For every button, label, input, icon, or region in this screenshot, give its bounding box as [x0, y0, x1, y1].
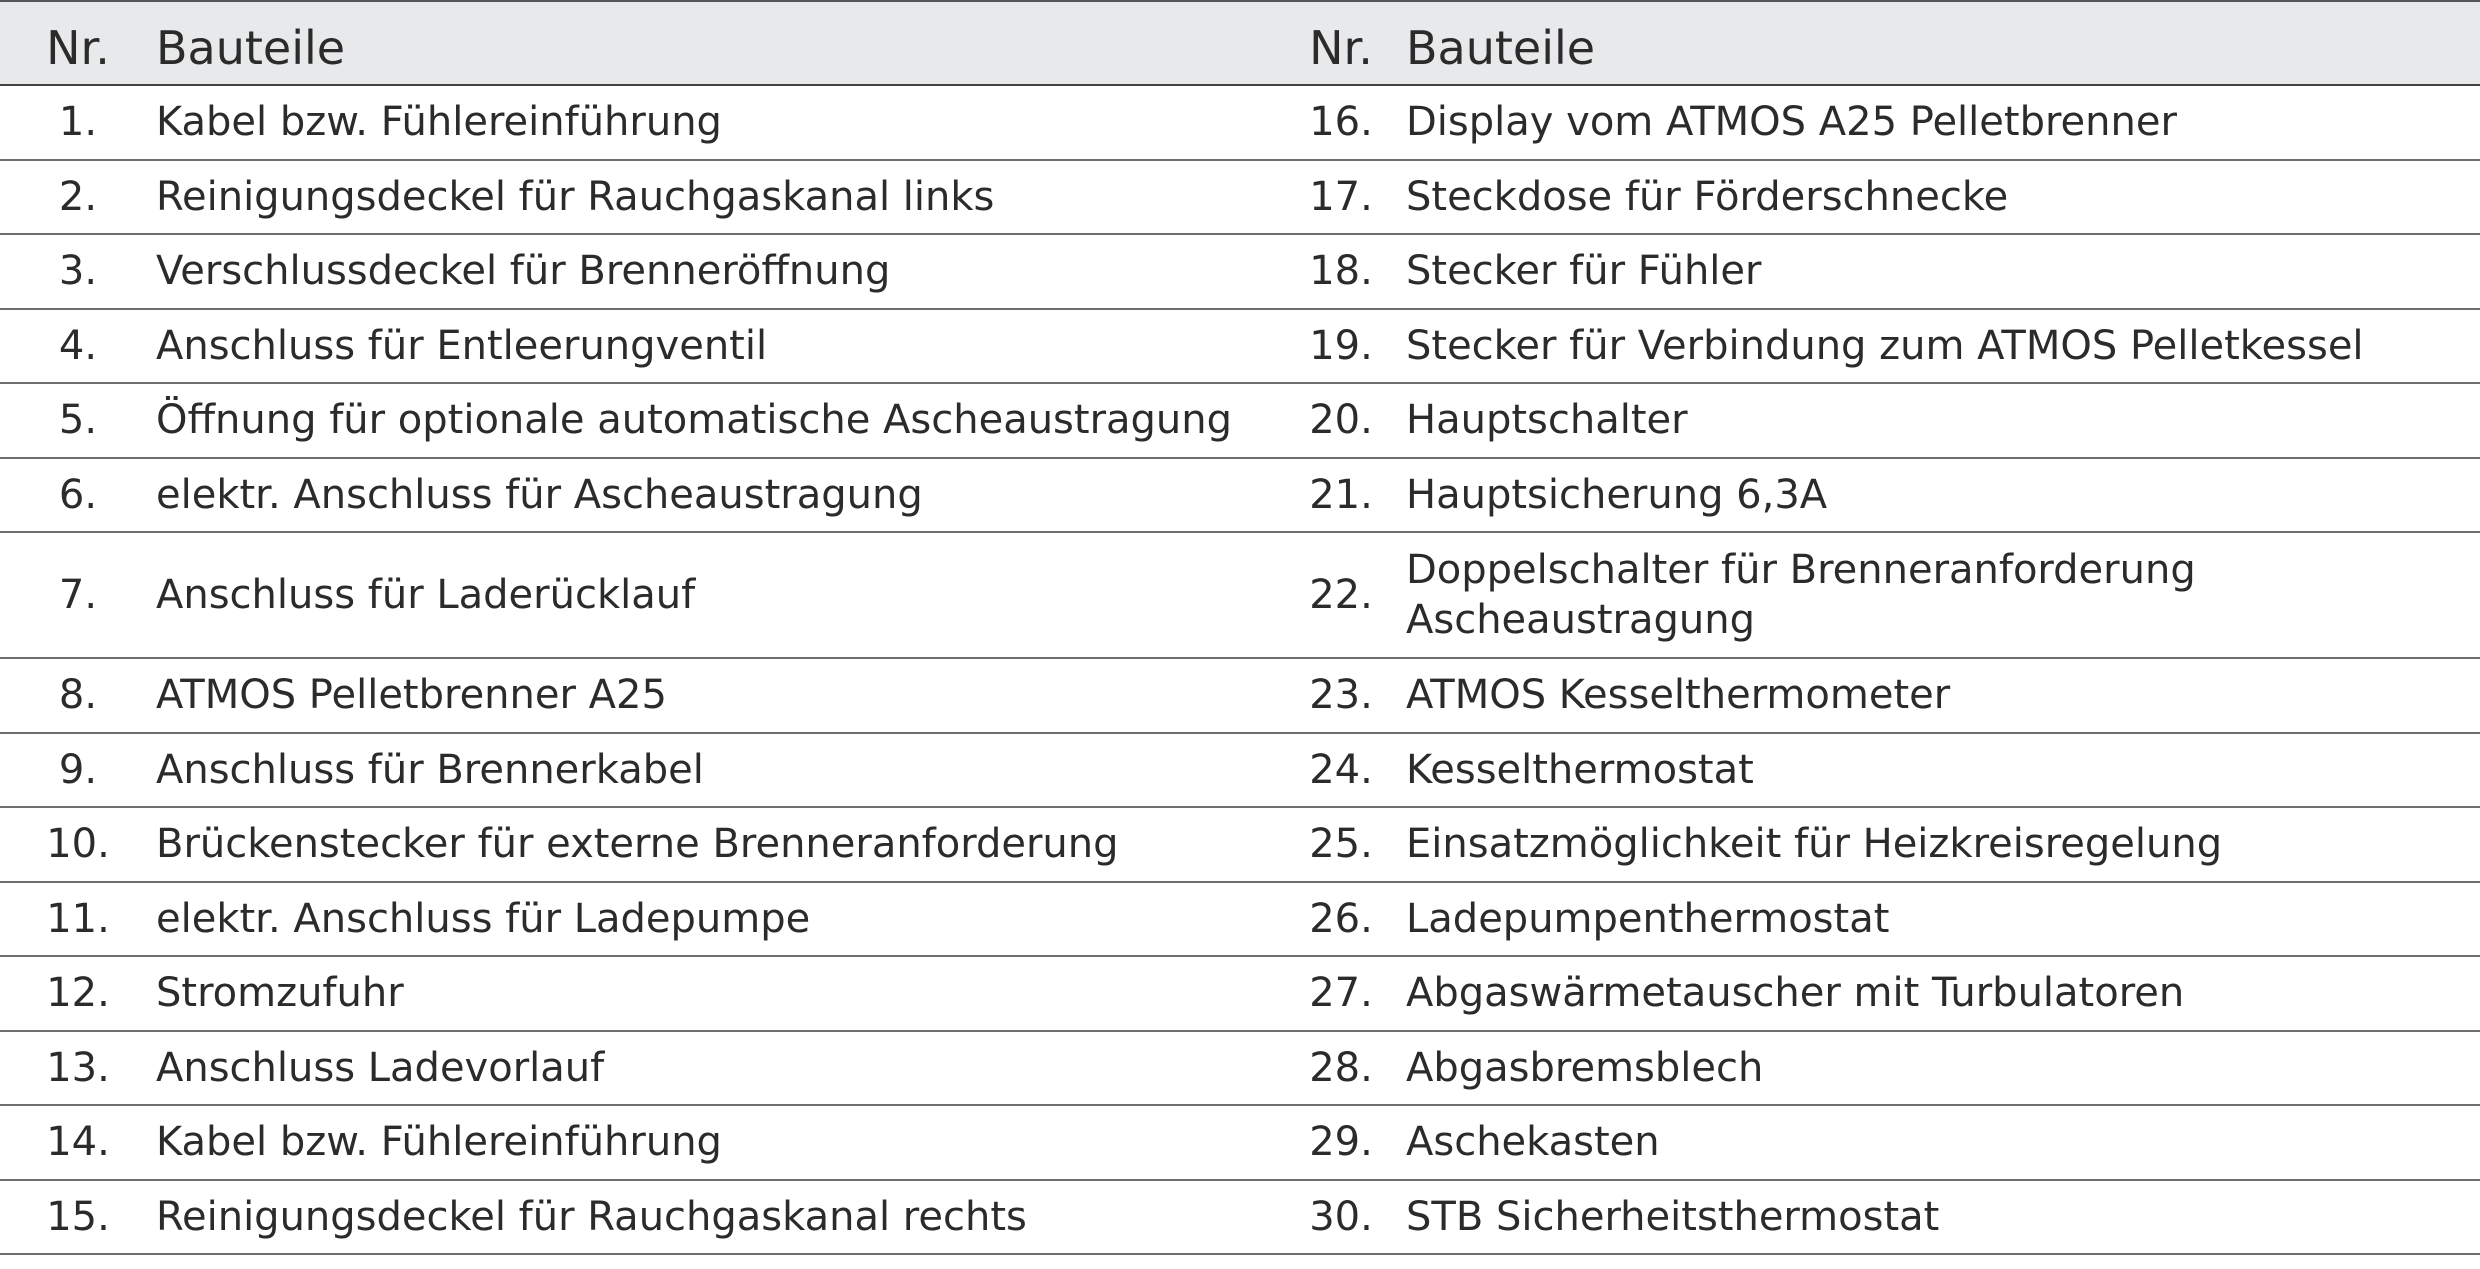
right-number: 18. [1241, 234, 1406, 309]
header-parts-left: Bauteile [156, 1, 1241, 85]
table-row [0, 383, 2480, 458]
right-part-name: STB Sicherheitsthermostat [1406, 1180, 2480, 1255]
header-row [0, 1, 2480, 85]
table-row [0, 956, 2480, 1031]
left-part-name: elektr. Anschluss für Ladepumpe [156, 882, 1241, 957]
left-number: 11. [0, 882, 156, 957]
left-number: 15. [0, 1180, 156, 1255]
table-row [0, 85, 2480, 160]
left-number: 14. [0, 1105, 156, 1180]
right-part-name: Kesselthermostat [1406, 733, 2480, 808]
table-row [0, 658, 2480, 733]
right-part-name: Steckdose für Förderschnecke [1406, 160, 2480, 235]
right-number: 24. [1241, 733, 1406, 808]
left-number: 12. [0, 956, 156, 1031]
table-row [0, 532, 2480, 658]
left-number: 2. [0, 160, 156, 235]
right-part-name: Display vom ATMOS A25 Pelletbrenner [1406, 85, 2480, 160]
left-part-name: ATMOS Pelletbrenner A25 [156, 658, 1241, 733]
right-part-name: Hauptsicherung 6,3A [1406, 458, 2480, 533]
right-number: 17. [1241, 160, 1406, 235]
left-number: 9. [0, 733, 156, 808]
right-number: 25. [1241, 807, 1406, 882]
table-row [0, 882, 2480, 957]
right-number: 29. [1241, 1105, 1406, 1180]
right-part-name: Abgaswärmetauscher mit Turbulatoren [1406, 956, 2480, 1031]
right-part-name: Abgasbremsblech [1406, 1031, 2480, 1106]
left-part-name: Kabel bzw. Fühlereinführung [156, 1105, 1241, 1180]
right-part-name: Stecker für Verbindung zum ATMOS Pelletkessel [1406, 309, 2480, 384]
table-row [0, 458, 2480, 533]
left-number: 5. [0, 383, 156, 458]
left-number: 6. [0, 458, 156, 533]
left-number: 8. [0, 658, 156, 733]
right-number: 28. [1241, 1031, 1406, 1106]
right-number: 30. [1241, 1180, 1406, 1255]
right-number: 16. [1241, 85, 1406, 160]
left-part-name: Kabel bzw. Fühlereinführung [156, 85, 1241, 160]
table-body [0, 85, 2480, 1254]
right-part-name: ATMOS Kesselthermometer [1406, 658, 2480, 733]
table-header [0, 1, 2480, 85]
header-nr-left: Nr. [0, 1, 156, 85]
left-number: 3. [0, 234, 156, 309]
right-part-name: Aschekasten [1406, 1105, 2480, 1180]
table-row [0, 1031, 2480, 1106]
right-number: 27. [1241, 956, 1406, 1031]
header-nr-right: Nr. [1241, 1, 1406, 85]
left-part-name: Brückenstecker für externe Brenneranforderung [156, 807, 1241, 882]
table-row [0, 234, 2480, 309]
left-number: 1. [0, 85, 156, 160]
left-number: 13. [0, 1031, 156, 1106]
left-part-name: Reinigungsdeckel für Rauchgaskanal rechts [156, 1180, 1241, 1255]
table-row [0, 807, 2480, 882]
right-part-name: Ladepumpenthermostat [1406, 882, 2480, 957]
right-number: 19. [1241, 309, 1406, 384]
left-number: 4. [0, 309, 156, 384]
table-row [0, 309, 2480, 384]
right-part-name: Hauptschalter [1406, 383, 2480, 458]
left-part-name: Verschlussdeckel für Brenneröffnung [156, 234, 1241, 309]
right-number: 22. [1241, 532, 1406, 658]
left-number: 7. [0, 532, 156, 658]
table-row [0, 1180, 2480, 1255]
left-part-name: Anschluss für Laderücklauf [156, 532, 1241, 658]
left-part-name: Stromzufuhr [156, 956, 1241, 1031]
right-number: 20. [1241, 383, 1406, 458]
right-number: 21. [1241, 458, 1406, 533]
right-number: 26. [1241, 882, 1406, 957]
left-part-name: Anschluss für Entleerungventil [156, 309, 1241, 384]
table-row [0, 733, 2480, 808]
right-part-name: Einsatzmöglichkeit für Heizkreisregelung [1406, 807, 2480, 882]
right-part-name: Doppelschalter für Brenneranforderung Ascheaustragung [1406, 532, 2480, 658]
table-row [0, 1105, 2480, 1180]
header-parts-right: Bauteile [1406, 1, 2480, 85]
left-part-name: elektr. Anschluss für Ascheaustragung [156, 458, 1241, 533]
table-row [0, 160, 2480, 235]
right-part-name: Stecker für Fühler [1406, 234, 2480, 309]
right-number: 23. [1241, 658, 1406, 733]
left-part-name: Reinigungsdeckel für Rauchgaskanal links [156, 160, 1241, 235]
left-part-name: Anschluss Ladevorlauf [156, 1031, 1241, 1106]
left-number: 10. [0, 807, 156, 882]
left-part-name: Öffnung für optionale automatische Ascheaustragung [156, 383, 1241, 458]
left-part-name: Anschluss für Brennerkabel [156, 733, 1241, 808]
